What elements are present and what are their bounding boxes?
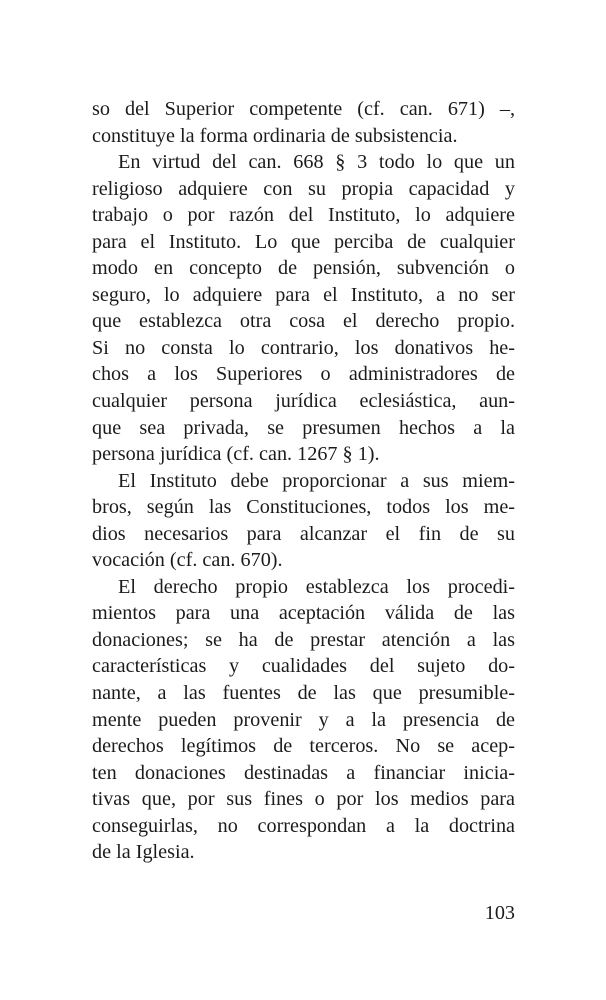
text-line: cualquier persona jurídica eclesiástica, aun- [92,390,515,413]
text-line: religioso adquiere con su propia capacidad y [92,177,515,200]
text-line: que establezca otra cosa el derecho propio. [92,310,515,333]
text-line: características y cualidades del sujeto do- [92,655,515,678]
text-line: vocación (cf. can. 670). [92,549,283,572]
text-line: tivas que, por sus fines o por los medios para [92,788,515,811]
text-line: nante, a las fuentes de las que presumible- [92,682,515,705]
text-line: conseguirlas, no correspondan a la doctrina [92,814,515,837]
text-line: modo en concepto de pensión, subvención o [92,257,515,280]
paragraph [92,149,515,468]
page-number: 103 [484,902,515,924]
text-line: dios necesarios para alcanzar el fin de su [92,522,515,545]
text-line: trabajo o por razón del Instituto, lo adquiere [92,204,515,227]
text-line: chos a los Superiores o administradores de [92,363,515,386]
text-line: donaciones; se ha de prestar atención a las [92,628,515,651]
text-line: mientos para una aceptación válida de las [92,602,515,625]
text-line: Si no consta lo contrario, los donativos he- [92,336,515,359]
paragraph [92,96,515,149]
text-line: persona jurídica (cf. can. 1267 § 1). [92,443,380,466]
text-line: que sea privada, se presumen hechos a la [92,416,515,439]
text-line: derechos legítimos de terceros. No se acep- [92,735,515,758]
text-line: seguro, lo adquiere para el Instituto, a no ser [92,283,515,306]
text-line: bros, según las Constituciones, todos los me- [92,496,515,519]
paragraph [92,468,515,574]
text-line: so del Superior competente (cf. can. 671) –, [92,98,515,120]
text-line: constituye la forma ordinaria de subsistencia. [92,124,458,147]
body-text [92,96,515,866]
text-line: de la Iglesia. [92,841,195,864]
text-line: El Instituto debe proporcionar a sus miem- [118,469,515,492]
text-line: ten donaciones destinadas a financiar inicia- [92,761,515,784]
text-line: El derecho propio establezca los procedi- [118,575,515,598]
text-line: para el Instituto. Lo que perciba de cualquier [92,230,515,253]
paragraph [92,574,515,866]
text-line: mente pueden provenir y a la presencia de [92,708,515,731]
text-line: En virtud del can. 668 § 3 todo lo que un [118,151,515,174]
